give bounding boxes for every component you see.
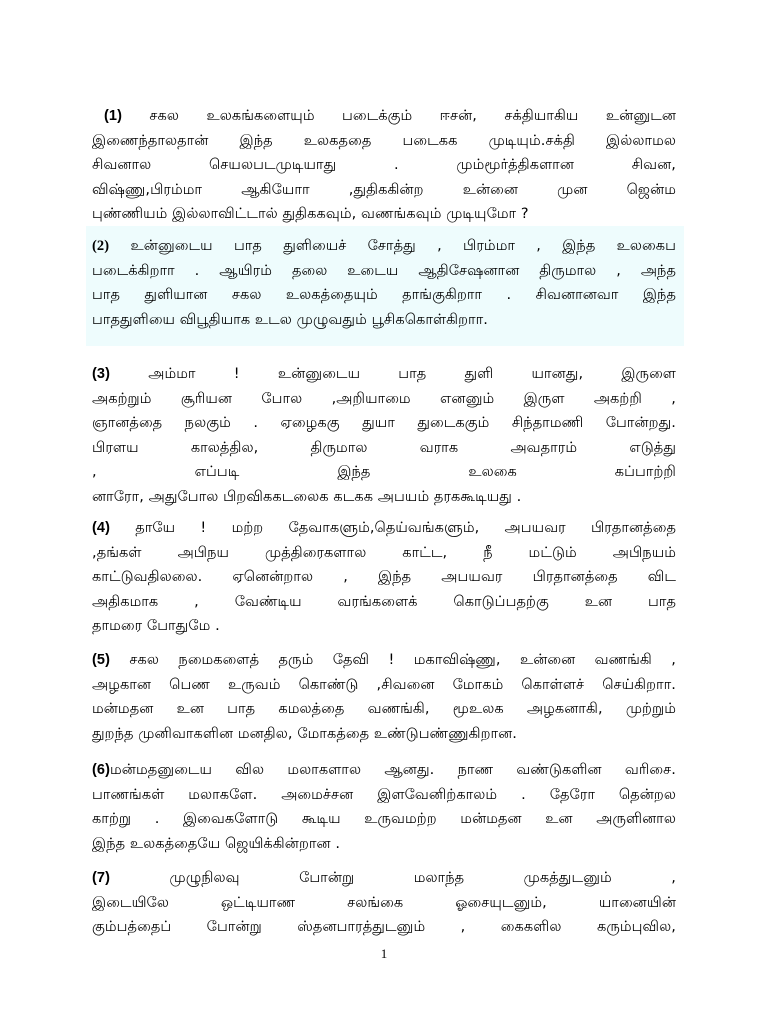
paragraph-line: படைக்கிறாா . ஆயிரம் தலை உடைய ஆதிசேஷனான திருமால , அந்த <box>92 262 676 279</box>
paragraph-number: (3) <box>92 366 111 382</box>
paragraph-line: அதிகமாக , வேண்டிய வரங்களைக் கொடுப்பதற்கு உன பாத <box>92 593 676 610</box>
paragraph-line: இடையிலே ஒட்டியாண சலங்கை ஓசையுடனும், யானையின் <box>92 894 676 911</box>
paragraph-line: பாததுளியை விபூதியாக உடல முழுவதும் பூசிககொள்கிறாா. <box>92 311 488 328</box>
paragraph-line: புண்ணியம் இல்லாவிட்டால் துதிககவும், வணங்கவும் முடியுமோ ? <box>92 206 529 222</box>
paragraph-7 <box>92 866 676 940</box>
paragraph-line: ஞானத்தை நலகும் . ஏழைககு துயா துடைககும் சிந்தாமணி போன்றது. <box>92 415 676 431</box>
paragraph-line: சிவனால செயலபடமுடியாது . மும்மூர்த்திகளான சிவன, <box>92 157 676 173</box>
paragraph-line: பாணங்கள் மலாகளே. அமைச்சன இளவேனிற்காலம் . தேரோ தென்றல <box>92 786 676 803</box>
paragraph-line: பிரளய காலத்தில, திருமால வராக அவதாரம் எடுத்து <box>92 439 676 456</box>
paragraph-line: (3) அம்மா ! உன்னுடைய பாத துளி யானது, இருளை <box>92 366 676 382</box>
paragraph-line: காட்டுவதிலலை. ஏனென்றால , இந்த அபயவர பிரதானத்தை விட <box>92 569 676 585</box>
paragraph-line: அழகான பெண உருவம் கொண்டு ,சிவனை மோகம் கொள்ளச் செய்கிறாா. <box>92 676 676 693</box>
paragraph-3 <box>92 362 676 509</box>
paragraph-line: ,தங்கள் அபிநய முத்திரைகளால காட்ட, நீ மட்டும் அபிநயம் <box>92 544 676 561</box>
paragraph-line: இணைந்தாலதான் இந்த உலகததை படைகக முடியும்.சக்தி இல்லாமல <box>92 132 676 149</box>
paragraph-line: (1) சகல உலகங்களையும் படைக்கும் ஈசன், சக்தியாகிய உன்னுடன <box>104 108 676 124</box>
paragraph-line: , எப்படி இந்த உலகை கப்பாற்றி <box>92 464 676 480</box>
paragraph-number: (5) <box>92 652 111 668</box>
paragraph-line: இந்த உலகத்தையே ஜெயிக்கின்றான . <box>92 835 341 852</box>
paragraph-line: தாமரை போதுமே . <box>92 618 220 634</box>
paragraph-number: (1) <box>104 108 123 124</box>
paragraph-1 <box>92 104 676 227</box>
page-number: 1 <box>380 946 388 961</box>
paragraph-line: (5) சகல நமைகளைத் தரும் தேவி ! மகாவிஷ்ணு, உன்னை வணங்கி , <box>92 652 676 668</box>
paragraph-line: மன்மதன உன பாத கமலத்தை வணங்கி, மூஉலக அழகனாகி, முற்றும் <box>92 701 676 717</box>
paragraph-line: அகற்றும் சூரியன போல ,அறியாமை எனனும் இருள அகற்றி , <box>92 390 676 407</box>
paragraph-5 <box>92 648 676 746</box>
paragraph-number: (6) <box>92 762 111 778</box>
paragraph-line: (7) முழுநிலவு போன்று மலாந்த முகத்துடனும் , <box>92 870 676 886</box>
paragraph-number: (4) <box>92 520 111 536</box>
paragraph-2 <box>92 234 676 332</box>
paragraph-line: னாரோ, அதுபோல பிறவிககடலைக கடகக அபயம் தரககூடியது . <box>92 488 522 505</box>
paragraph-line: கும்பத்தைப் போன்று ஸ்தனபாரத்துடனும் , கைகளில கரும்புவில, <box>92 919 676 935</box>
paragraph-number: (7) <box>92 870 111 886</box>
paragraph-4 <box>92 516 676 639</box>
paragraph-line: துறந்த முனிவாகளின மனதில, மோகத்தை உண்டுபண்ணுகிறான. <box>92 725 518 742</box>
paragraph-line: (2) உன்னுடைய பாத துளியைச் சோத்து , பிரம்மா , இந்த உலகைப <box>92 238 676 254</box>
paragraph-line: காற்று . இவைகளோடு கூடிய உருவமற்ற மன்மதன உன அருளினால <box>92 811 676 827</box>
paragraph-line: விஷ்ணு,பிரம்மா ஆகியோா ,துதிககின்ற உன்னை முன ஜென்ம <box>92 181 676 198</box>
paragraph-number: (2) <box>92 238 110 254</box>
paragraph-6 <box>92 758 676 856</box>
paragraph-line: (4) தாயே ! மற்ற தேவாகளும்,தெய்வங்களும், அபயவர பிரதானத்தை <box>92 520 676 536</box>
paragraph-line: (6)மன்மதனுடைய வில மலாகளால ஆனது. நாண வண்டுகளின வரிசை. <box>92 762 676 778</box>
paragraph-line: பாத துளியான சகல உலகத்தையும் தாங்குகிறாா . சிவனானவா இந்த <box>92 287 676 303</box>
